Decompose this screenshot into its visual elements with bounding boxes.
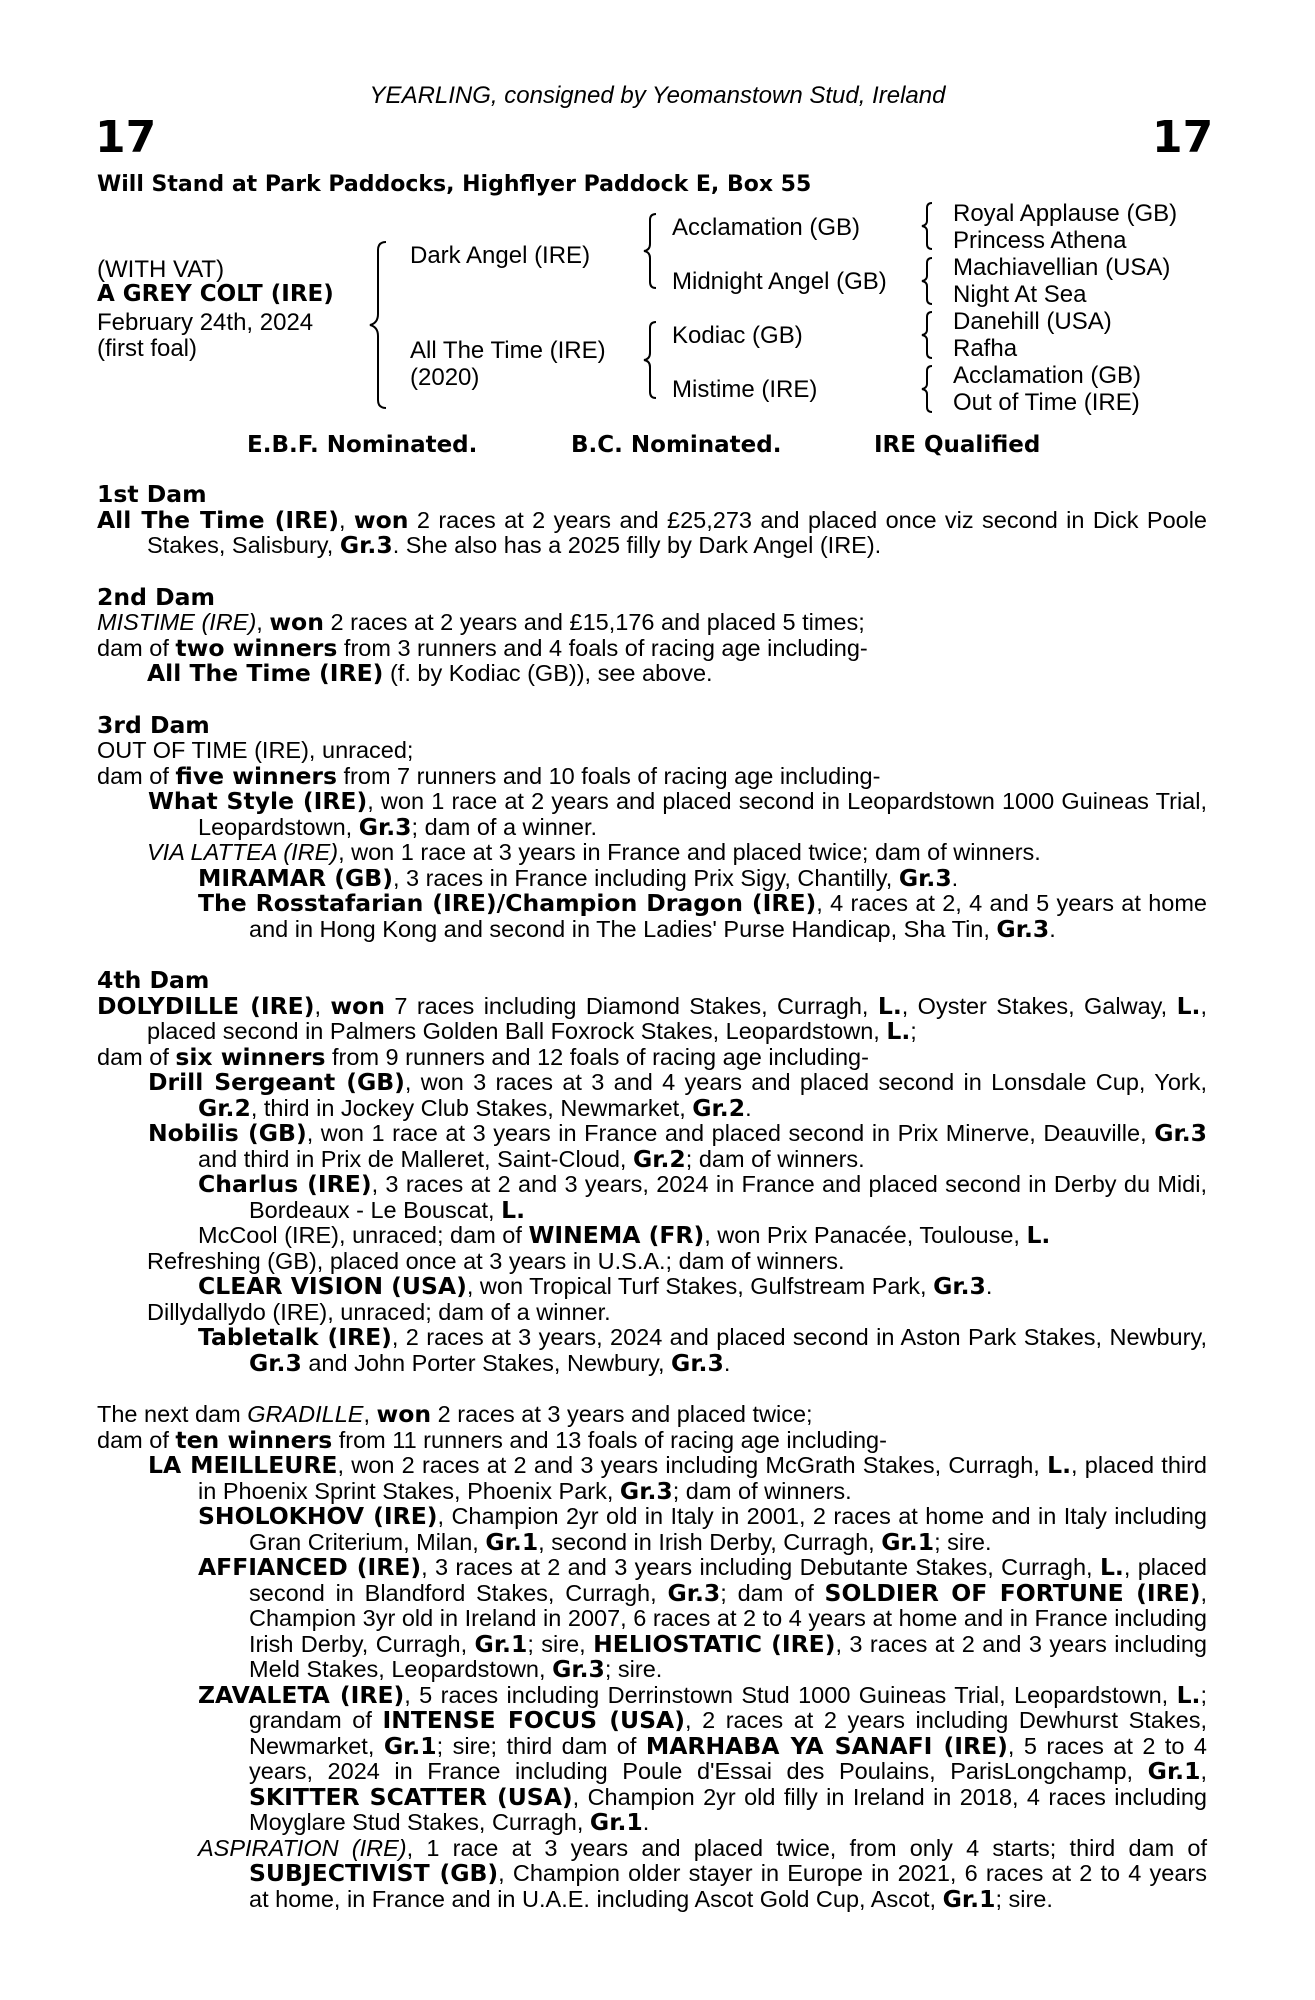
pedigree-brace-dam bbox=[640, 320, 660, 400]
first-dam-heading: 1st Dam bbox=[97, 480, 207, 508]
sss: Royal Applause (GB) bbox=[953, 200, 1178, 227]
consignment-line: YEARLING, consigned by Yeomanstown Stud, Ireland bbox=[369, 82, 946, 109]
dss: Danehill (USA) bbox=[953, 308, 1112, 335]
stand-location: Will Stand at Park Paddocks, Highflyer Paddock E, Box 55 bbox=[97, 172, 812, 197]
next-dam-progeny-2: SHOLOKHOV (IRE), Champion 2yr old in Italy in 2001, 2 races at home and in Italy including Gran Criterium, Milan, Gr.1, second in Irish Derby, Curragh, Gr.1; sire. bbox=[198, 1502, 1207, 1556]
sire-dam: Midnight Angel (GB) bbox=[672, 268, 887, 295]
fourth-dam-progeny-8: Tabletalk (IRE), 2 races at 3 years, 2024 and placed second in Aston Park Stakes, Newbury, Gr.3 and John Porter Stakes, Newbury, Gr.3. bbox=[198, 1323, 1207, 1377]
fourth-dam-progeny-1: Drill Sergeant (GB), won 3 races at 3 and 4 years and placed second in Lonsdale Cup, York, Gr.2, third in Jockey Club Stakes, Newmarket, Gr.2. bbox=[148, 1068, 1207, 1122]
pedigree-brace-main bbox=[364, 240, 390, 410]
sdd: Night At Sea bbox=[953, 281, 1087, 308]
third-dam-progeny-1: What Style (IRE), won 1 race at 2 years and placed second in Leopardstown 1000 Guineas Trial, Leopardstown, Gr.3; dam of a winner. bbox=[148, 787, 1208, 841]
third-dam-progeny-3: MIRAMAR (GB), 3 races in France including Prix Sigy, Chantilly, Gr.3. bbox=[198, 863, 959, 892]
next-dam-progeny-1: LA MEILLEURE, won 2 races at 2 and 3 years including McGrath Stakes, Curragh, L., placed third in Phoenix Sprint Stakes, Phoenix Park, Gr.3; dam of winners. bbox=[148, 1451, 1208, 1505]
third-dam-progeny-2: VIA LATTEA (IRE), won 1 race at 3 years in France and placed twice; dam of winners. bbox=[147, 839, 1041, 865]
fourth-dam-progeny-3: Charlus (IRE), 3 races at 2 and 3 years, 2024 in France and placed second in Derby du Midi, Bordeaux - Le Bouscat, L. bbox=[198, 1170, 1207, 1224]
dam-lines bbox=[97, 482, 1207, 1912]
dsd: Rafha bbox=[953, 335, 1018, 362]
fourth-dam-progeny-4: McCool (IRE), unraced; dam of WINEMA (FR), won Prix Panacée, Toulouse, L. bbox=[198, 1221, 1051, 1249]
second-dam-heading: 2nd Dam bbox=[97, 582, 215, 611]
dam: All The Time (IRE) bbox=[410, 337, 606, 364]
lot-number-right: 17 bbox=[1152, 112, 1214, 163]
third-dam-entry: OUT OF TIME (IRE), unraced; bbox=[97, 737, 414, 763]
second-dam-entry: MISTIME (IRE), won 2 races at 2 years and £15,176 and placed 5 times; bbox=[97, 608, 865, 636]
nomination-ebf: E.B.F. Nominated. bbox=[247, 432, 478, 458]
nomination-bc: B.C. Nominated. bbox=[571, 432, 782, 458]
third-dam-progeny-4: The Rosstafarian (IRE)/Champion Dragon (IRE), 4 races at 2, 4 and 5 years at home and in Hong Kong and second in The Ladies' Purse Handicap, Sha Tin, Gr.3. bbox=[198, 889, 1207, 943]
next-dam-progeny-3: AFFIANCED (IRE), 3 races at 2 and 3 years including Debutante Stakes, Curragh, L., placed second in Blandford Stakes, Curragh, Gr.3; dam of SOLDIER OF FORTUNE (IRE), Champion 3yr old in Ireland in 2007, 6 races at 2 to 4 years at home and in France including Irish Derby, Curragh, Gr.1; sire, HELIOSTATIC (IRE), 3 races at 2 and 3 years including Meld Stakes, Leopardstown, Gr.3; sire. bbox=[198, 1553, 1207, 1683]
lot-number-left: 17 bbox=[95, 112, 157, 163]
next-dam-progeny-5: ASPIRATION (IRE), 1 race at 3 years and placed twice, from only 4 starts; third dam of SUBJECTIVIST (GB), Champion older stayer in Europe in 2021, 6 races at 2 to 4 years at home, in France and in U.A.E. including Ascot Gold Cup, Ascot, Gr.1; sire. bbox=[198, 1834, 1207, 1913]
foal-note: (first foal) bbox=[97, 335, 198, 362]
fourth-dam-progeny-6: CLEAR VISION (USA), won Tropical Turf Stakes, Gulfstream Park, Gr.3. bbox=[198, 1272, 993, 1300]
dam-year: (2020) bbox=[410, 364, 480, 391]
pedigree-brace-sire bbox=[640, 212, 660, 290]
dds: Acclamation (GB) bbox=[953, 362, 1142, 389]
horse-name: A GREY COLT (IRE) bbox=[97, 281, 334, 307]
next-dam-entry: The next dam GRADILLE, won 2 races at 3 years and placed twice; bbox=[97, 1400, 813, 1428]
sire-sire: Acclamation (GB) bbox=[672, 214, 861, 241]
dam-dam: Mistime (IRE) bbox=[672, 376, 818, 403]
second-dam-produce: dam of two winners from 3 runners and 4 foals of racing age including- bbox=[97, 633, 868, 662]
fourth-dam-heading: 4th Dam bbox=[97, 966, 210, 994]
third-dam-produce: dam of five winners from 7 runners and 10 foals of racing age including- bbox=[97, 761, 881, 790]
fourth-dam-progeny-2: Nobilis (GB), won 1 race at 3 years in France and placed second in Prix Minerve, Deauville, Gr.3 and third in Prix de Malleret, Saint-Cloud, Gr.2; dam of winners. bbox=[148, 1119, 1207, 1173]
next-dam-progeny-4: ZAVALETA (IRE), 5 races including Derrinstown Stud 1000 Guineas Trial, Leopardstown, L.; grandam of INTENSE FOCUS (USA), 2 races at 2 years including Dewhurst Stakes, Newmarket, Gr.1; sire; third dam of MARHABA YA SANAFI (IRE), 5 races at 2 to 4 years, 2024 in France including Poule d'Essai des Poulains, ParisLongchamp, Gr.1, SKITTER SCATTER (USA), Champion 2yr old filly in Ireland in 2018, 4 races including Moyglare Stud Stakes, Curragh, Gr.1. bbox=[198, 1680, 1207, 1836]
first-dam-entry: All The Time (IRE), won 2 races at 2 years and £25,273 and placed once viz second in Dick Poole Stakes, Salisbury, Gr.3. She also has a 2025 filly by Dark Angel (IRE). bbox=[97, 505, 1208, 559]
brace-gen3-3 bbox=[918, 310, 936, 360]
nomination-ire: IRE Qualified bbox=[874, 432, 1041, 458]
ssd: Princess Athena bbox=[953, 227, 1127, 254]
brace-gen3-2 bbox=[918, 256, 936, 306]
foaling-date: February 24th, 2024 bbox=[97, 309, 314, 336]
sds: Machiavellian (USA) bbox=[953, 254, 1171, 281]
dam-sire: Kodiac (GB) bbox=[672, 322, 803, 349]
next-dam-produce: dam of ten winners from 11 runners and 13 foals of racing age including- bbox=[97, 1425, 887, 1454]
vat-note: (WITH VAT) bbox=[97, 256, 225, 283]
fourth-dam-progeny-7: Dillydallydo (IRE), unraced; dam of a winner. bbox=[147, 1298, 611, 1325]
sire: Dark Angel (IRE) bbox=[410, 242, 591, 269]
fourth-dam-entry: DOLYDILLE (IRE), won 7 races including Diamond Stakes, Curragh, L., Oyster Stakes, Galway, L., placed second in Palmers Golden Ball Foxrock Stakes, Leopardstown, L.; bbox=[97, 991, 1207, 1045]
third-dam-heading: 3rd Dam bbox=[97, 710, 210, 739]
ddd: Out of Time (IRE) bbox=[953, 389, 1140, 416]
fourth-dam-produce: dam of six winners from 9 runners and 12 foals of racing age including- bbox=[97, 1042, 869, 1071]
second-dam-progeny-1: All The Time (IRE) (f. by Kodiac (GB)), see above. bbox=[147, 659, 713, 687]
fourth-dam-progeny-5: Refreshing (GB), placed once at 3 years in U.S.A.; dam of winners. bbox=[147, 1247, 845, 1274]
brace-gen3-4 bbox=[918, 364, 936, 414]
brace-gen3-1 bbox=[918, 201, 936, 251]
